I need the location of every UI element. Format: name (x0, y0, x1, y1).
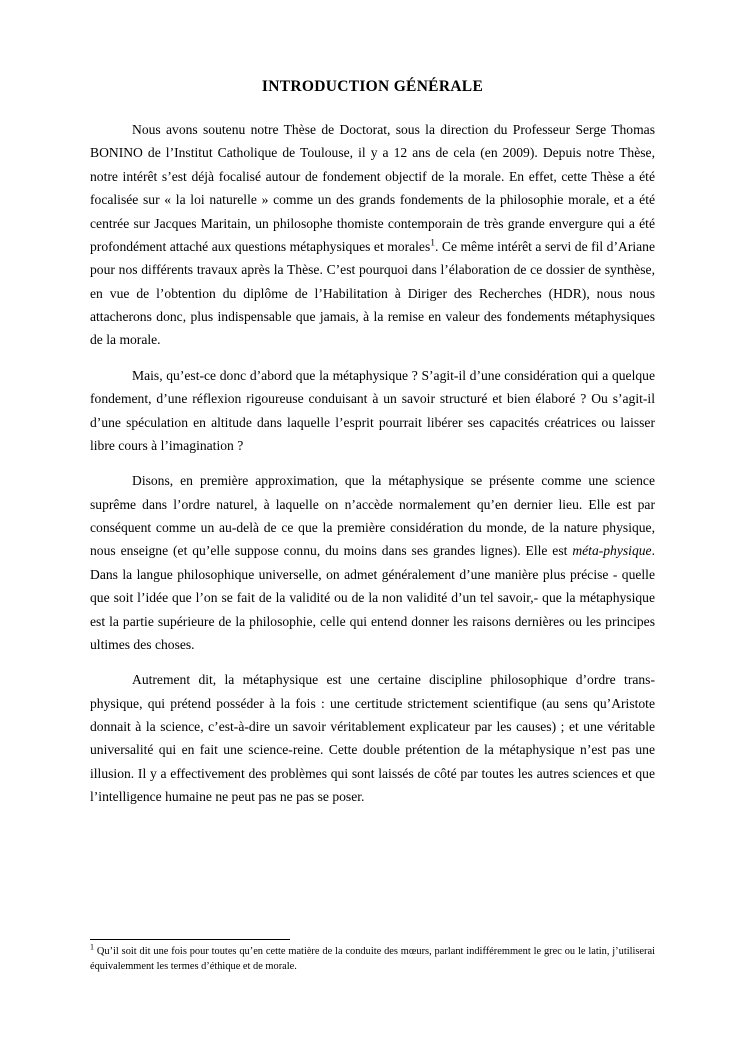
paragraph-2-text: Mais, qu’est-ce donc d’abord que la métaphysique ? S’agit-il d’une considération qui a quelque fondement, d’une réflexion rigoureuse conduisant à un savoir structuré et bien élaboré ? Ou s’agit-il d’une spéculation en altitude dans laquelle l’esprit pourrait libérer ses capacités créatrices ou laisser libre cours à l’imagination ? (90, 367, 655, 453)
paragraph-3 (90, 469, 655, 656)
paragraph-1-text-part-1: Nous avons soutenu notre Thèse de Doctorat, sous la direction du Professeur Serge Thomas BONINO de l’Institut Catholique de Toulouse, il y a 12 ans de cela (en 2009). Depuis notre Thèse, notre intérêt s’est déjà focalisé autour de fondement objectif de la morale. En effet, cette Thèse a été focalisée sur « la loi naturelle » comme un des grands fondements de la philosophie morale, et a été centrée sur Jacques Maritain, un philosophe thomiste contemporain de très grande envergure qui a été profondément attaché aux questions métaphysiques et morales (90, 122, 655, 254)
paragraph-4-text: Autrement dit, la métaphysique est une certaine discipline philosophique d’ordre trans-physique, qui prétend posséder à la fois : une certitude strictement scientifique (au sens qu’Aristote donnait à la science, c’est-à-dire un savoir véritablement explicateur par les causes) ; et une véritable universalité qui en fait une science-reine. Cette double prétention de la métaphysique n’est pas une illusion. Il y a effectivement des problèmes qui sont laissés de côté par toutes les autres sciences et que l’intelligence humaine ne peut pas ne pas se poser. (90, 672, 655, 805)
paragraph-3-text-part-2: . Dans la langue philosophique universelle, on admet généralement d’une manière plus précise - quelle que soit l’idée que l’on se fait de la validité ou de la non validité d’un tel savoir,- que la métaphysique est la partie supérieure de la philosophie, celle qui entend donner les raisons dernières ou les principes ultimes des choses. (90, 543, 655, 652)
footnote-marker-ref[interactable]: 1 (430, 238, 436, 249)
paragraph-2 (90, 364, 655, 458)
page-title: INTRODUCTION GÉNÉRALE (261, 78, 484, 95)
footnote-area (90, 939, 655, 975)
footnote-body: Qu’il soit dit une fois pour toutes qu’en cette matière de la conduite des mœurs, parlant indifféremment le grec ou le latin, j’utiliserai équivalemment les termes d’éthique et de morale. (90, 945, 655, 973)
footnote-1 (90, 944, 655, 975)
footnote-number: 1 (90, 942, 94, 952)
paragraph-1 (90, 118, 655, 352)
footnote-separator (90, 939, 290, 940)
paragraph-1-text-part-2: . Ce même intérêt a servi de fil d’Ariane pour nos différents travaux après la Thèse. C’est pourquoi dans l’élaboration de ce dossier de synthèse, en vue de l’obtention du diplôme de l’Habilitation à Diriger des Recherches (HDR), nous nous attacherons donc, plus indispensable que jamais, à la remise en valeur des fondements métaphysiques de la morale. (90, 238, 655, 348)
paragraph-3-emphasis: méta-physique (572, 543, 652, 559)
paragraph-4 (90, 668, 655, 808)
paragraph-3-text-part-1: Disons, en première approximation, que la métaphysique se présente comme une science suprême dans l’ordre naturel, à laquelle on n’accède normalement qu’en dernier lieu. Elle est par conséquent comme un au-delà de ce que la première considération du monde, de la nature physique, nous enseigne (et qu’elle suppose connu, du moins dans ses grandes lignes). Elle est (90, 473, 655, 559)
